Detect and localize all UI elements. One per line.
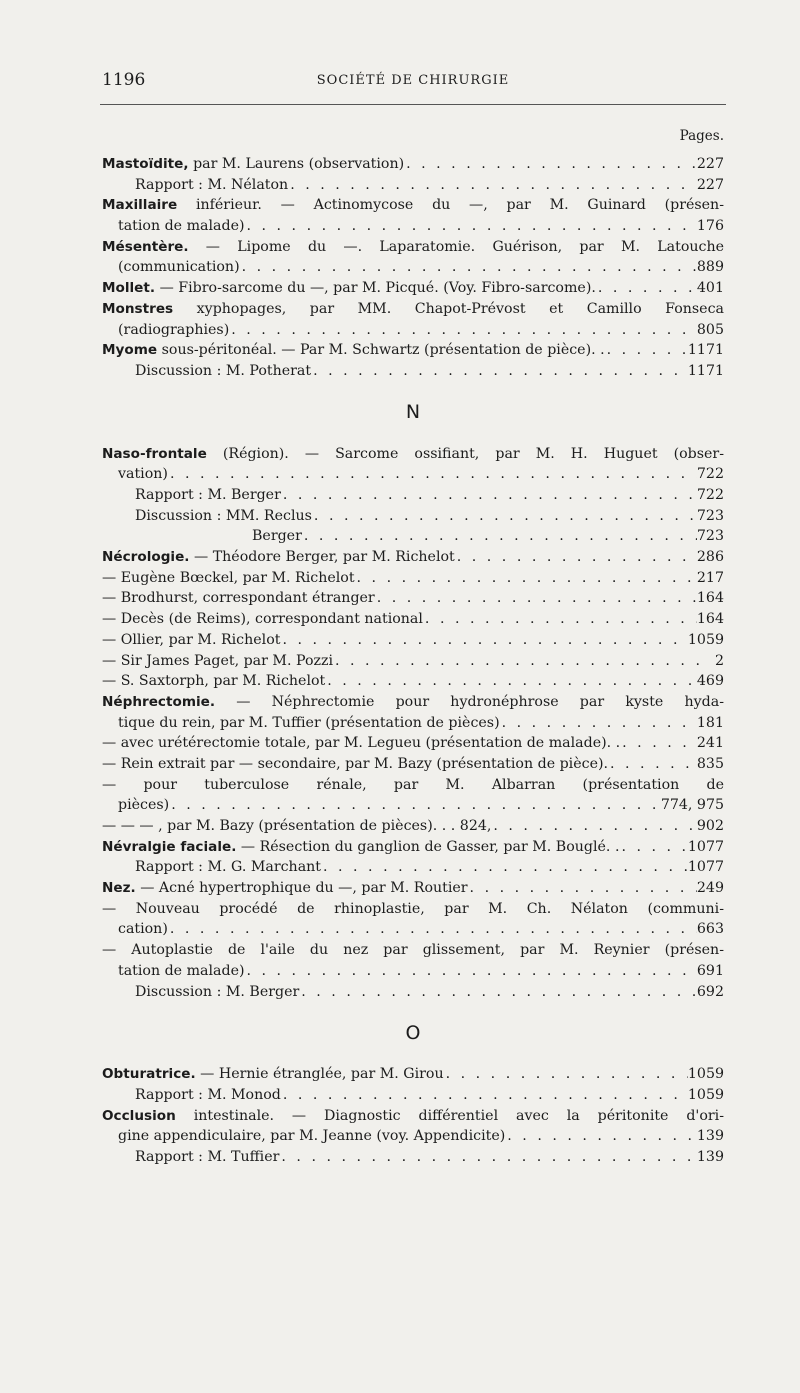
entry-text bbox=[102, 340, 605, 361]
index-line bbox=[102, 878, 724, 899]
index-line bbox=[102, 837, 724, 858]
entry-description: sous-péritonéal. — Par M. Schwartz (présentation de pièce). . bbox=[157, 342, 605, 359]
index-line bbox=[102, 485, 724, 506]
entry-text bbox=[135, 361, 311, 382]
entry-keyword: Mésentère. bbox=[102, 238, 189, 255]
page-reference: 902 bbox=[696, 818, 724, 834]
index-line bbox=[102, 630, 724, 651]
page-reference: 401 bbox=[696, 280, 724, 297]
entry-description: Rapport : M. Berger bbox=[135, 487, 281, 503]
index-line bbox=[102, 506, 724, 527]
dot-leader bbox=[299, 982, 697, 1003]
entry-text bbox=[102, 694, 724, 710]
index-line bbox=[102, 1147, 724, 1168]
entry-text bbox=[102, 609, 423, 630]
entry-description: — avec urétérectomie totale, par M. Legueu (présentation de malade). . bbox=[102, 735, 621, 752]
page-reference: 164 bbox=[696, 590, 724, 607]
entry-description: — Eugène Bœckel, par M. Richelot bbox=[102, 569, 355, 586]
index-line bbox=[102, 237, 724, 258]
dot-leader bbox=[245, 216, 697, 237]
index-line bbox=[102, 278, 724, 299]
entry-keyword: Monstres bbox=[102, 300, 174, 317]
dot-leader bbox=[404, 154, 697, 175]
dot-leader bbox=[321, 857, 688, 878]
entry-text bbox=[135, 485, 281, 506]
entry-description: — Rein extrait par — secondaire, par M. Bazy (présentation de pièce). bbox=[102, 755, 609, 772]
entry-description: — Nouveau procédé de rhinoplastie, par M. Ch. Nélaton (communi- bbox=[102, 900, 724, 917]
page-reference: 722 bbox=[696, 466, 724, 483]
entry-text bbox=[102, 942, 724, 958]
entry-text bbox=[102, 901, 724, 917]
entry-description: par M. Laurens (observation) bbox=[188, 156, 405, 172]
entry-description: — Hernie étranglée, par M. Girou bbox=[195, 1066, 444, 1083]
entry-text bbox=[118, 320, 229, 341]
entry-description: — pour tuberculose rénale, par M. Albarran (présentation de bbox=[102, 776, 724, 793]
entry-text bbox=[102, 754, 608, 775]
index-line bbox=[102, 547, 724, 568]
index-line bbox=[102, 733, 724, 754]
dot-leader bbox=[288, 175, 697, 196]
entry-text bbox=[102, 197, 724, 213]
dot-leader bbox=[375, 588, 697, 609]
header-rule bbox=[100, 104, 726, 105]
index-line bbox=[102, 526, 724, 547]
index-line bbox=[102, 775, 724, 796]
section-letter: O bbox=[405, 1021, 421, 1044]
entry-text bbox=[135, 1147, 279, 1168]
entry-text bbox=[252, 526, 302, 547]
entry-text bbox=[118, 795, 169, 816]
index-line bbox=[102, 795, 724, 816]
entry-description: tique du rein, par M. Tuffier (présentation de pièces) bbox=[118, 714, 500, 731]
page-reference: 181 bbox=[696, 714, 724, 731]
index-line bbox=[102, 609, 724, 630]
entry-description: inférieur. — Actinomycose du —, par M. Guinard (présen- bbox=[177, 197, 724, 214]
entry-text bbox=[102, 1064, 444, 1085]
page-reference: 723 bbox=[696, 507, 724, 524]
index-line bbox=[102, 651, 724, 672]
dot-leader bbox=[423, 609, 697, 630]
dot-leader bbox=[444, 1064, 688, 1085]
page-reference: 139 bbox=[696, 1128, 724, 1145]
page-reference: 835 bbox=[696, 755, 724, 772]
index-line bbox=[102, 713, 724, 734]
dot-leader bbox=[302, 526, 697, 547]
index-line bbox=[102, 299, 724, 320]
dot-leader bbox=[491, 816, 697, 837]
entry-text bbox=[102, 154, 404, 175]
entry-text bbox=[118, 257, 240, 278]
dot-leader bbox=[169, 795, 661, 816]
entry-description: — Résection du ganglion de Gasser, par M. Bouglé. . bbox=[236, 838, 620, 855]
running-header bbox=[102, 70, 724, 96]
entry-description: (Région). — Sarcome ossifiant, par M. H. Huguet (obser- bbox=[206, 445, 724, 462]
index-line bbox=[102, 154, 724, 175]
dot-leader bbox=[505, 1126, 697, 1147]
index-line bbox=[102, 175, 724, 196]
dot-leader bbox=[619, 837, 687, 858]
entry-text bbox=[102, 671, 325, 692]
entry-description: intestinale. — Diagnostic différentiel avec la péritonite d'ori- bbox=[175, 1107, 724, 1124]
entry-description: Discussion : M. Berger bbox=[135, 983, 300, 1000]
page-reference: 227 bbox=[696, 156, 724, 172]
dot-leader bbox=[281, 1085, 688, 1106]
page-reference: 722 bbox=[696, 487, 724, 503]
index-line bbox=[102, 464, 724, 485]
entry-description: — Acné hypertrophique du —, par M. Routier bbox=[135, 880, 468, 897]
page-reference: 1171 bbox=[687, 362, 724, 379]
entry-description: — Théodore Berger, par M. Richelot bbox=[189, 549, 455, 566]
entry-keyword: Occlusion bbox=[102, 1107, 176, 1124]
page-reference: 286 bbox=[696, 549, 724, 566]
entry-keyword: Myome bbox=[102, 342, 158, 359]
entry-text bbox=[118, 919, 168, 940]
entry-text bbox=[102, 1108, 724, 1124]
dot-leader bbox=[168, 919, 697, 940]
index-line bbox=[102, 361, 724, 382]
entry-description: xyphopages, par MM. Chapot-Prévost et Camillo Fonseca bbox=[173, 300, 724, 317]
page-reference: 2 bbox=[714, 652, 724, 669]
entry-keyword: Névralgie faciale. bbox=[102, 838, 237, 855]
dot-leader bbox=[455, 547, 697, 568]
page-reference: 805 bbox=[696, 321, 724, 338]
index-line bbox=[102, 1085, 724, 1106]
page-reference: 469 bbox=[696, 673, 724, 690]
entry-keyword: Naso-frontale bbox=[102, 445, 207, 462]
dot-leader bbox=[596, 278, 697, 299]
dot-leader bbox=[229, 320, 697, 341]
dot-leader bbox=[325, 671, 697, 692]
index-page bbox=[102, 70, 724, 1165]
running-title: SOCIÉTÉ DE CHIRURGIE bbox=[316, 73, 510, 88]
index-line bbox=[102, 1126, 724, 1147]
page-reference: 139 bbox=[696, 1149, 724, 1165]
page-reference: 889 bbox=[696, 259, 724, 276]
index-line bbox=[102, 961, 724, 982]
entry-keyword: Nez. bbox=[102, 880, 136, 897]
entry-description: — Sir James Paget, par M. Pozzi bbox=[102, 652, 333, 669]
entry-description: — Fibro-sarcome du —, par M. Picqué. (Voy. Fibro-sarcome). bbox=[155, 280, 596, 297]
page-reference: 217 bbox=[696, 569, 724, 586]
entry-description: (radiographies) bbox=[118, 321, 230, 338]
section-gap bbox=[102, 423, 724, 444]
page-reference: 691 bbox=[696, 962, 724, 979]
entry-description: — — — , par M. Bazy (présentation de pièces). . . 824, bbox=[102, 818, 492, 834]
entry-text bbox=[118, 464, 168, 485]
index-line bbox=[102, 588, 724, 609]
entry-description: — Ollier, par M. Richelot bbox=[102, 631, 281, 648]
entry-text bbox=[102, 446, 724, 462]
entry-text bbox=[102, 630, 280, 651]
dot-leader bbox=[280, 630, 687, 651]
page-reference: 723 bbox=[696, 528, 724, 545]
entry-description: Discussion : M. Potherat bbox=[135, 362, 312, 379]
entry-description: — S. Saxtorph, par M. Richelot bbox=[102, 673, 326, 690]
entry-description: gine appendiculaire, par M. Jeanne (voy. Appendicite) bbox=[118, 1128, 506, 1145]
page-reference: 1059 bbox=[687, 631, 724, 648]
entry-text bbox=[135, 1085, 281, 1106]
index-line bbox=[102, 982, 724, 1003]
entry-description: Rapport : M. Monod bbox=[135, 1086, 281, 1103]
section-gap bbox=[102, 1044, 724, 1065]
entry-text bbox=[135, 175, 288, 196]
entry-text bbox=[118, 961, 245, 982]
entry-text bbox=[102, 878, 468, 899]
index-line bbox=[102, 671, 724, 692]
page-number: 1196 bbox=[102, 70, 146, 90]
page-reference: 249 bbox=[696, 880, 724, 897]
entry-description: — Lipome du —. Laparatomie. Guérison, par M. Latouche bbox=[188, 238, 724, 255]
entry-text bbox=[102, 588, 375, 609]
page-reference: 774, 975 bbox=[660, 797, 724, 814]
entry-text bbox=[102, 816, 491, 837]
dot-leader bbox=[468, 878, 697, 899]
entry-keyword: Mastoïdite, bbox=[102, 156, 189, 172]
entry-description: tation de malade) bbox=[118, 962, 245, 979]
entry-keyword: Nécrologie. bbox=[102, 549, 190, 566]
dot-leader bbox=[311, 361, 688, 382]
page-reference: 241 bbox=[696, 735, 724, 752]
entry-text bbox=[135, 506, 312, 527]
page-reference: 1059 bbox=[687, 1086, 724, 1103]
entry-description: vation) bbox=[118, 466, 168, 483]
index-line bbox=[102, 340, 724, 361]
index-line bbox=[102, 1106, 724, 1127]
entry-description: cation) bbox=[118, 921, 168, 938]
dot-leader bbox=[605, 340, 688, 361]
index-line bbox=[102, 195, 724, 216]
entry-description: — Decès (de Reims), correspondant national bbox=[102, 611, 423, 628]
page-reference: 1059 bbox=[687, 1066, 724, 1083]
entry-text bbox=[135, 982, 299, 1003]
entry-description: — Brodhurst, correspondant étranger bbox=[102, 590, 375, 607]
dot-leader bbox=[355, 568, 697, 589]
dot-leader bbox=[312, 506, 697, 527]
entry-keyword: Maxillaire bbox=[102, 197, 178, 214]
dot-leader bbox=[333, 651, 700, 672]
section-gap bbox=[102, 382, 724, 403]
index-line bbox=[102, 568, 724, 589]
index-line bbox=[102, 816, 724, 837]
entry-description: (communication) bbox=[118, 259, 240, 276]
dot-leader bbox=[245, 961, 697, 982]
entry-text bbox=[102, 651, 333, 672]
index-entries bbox=[102, 154, 724, 1168]
entry-text bbox=[118, 216, 245, 237]
index-line bbox=[102, 444, 724, 465]
page-reference: 227 bbox=[696, 176, 724, 193]
dot-leader bbox=[608, 754, 697, 775]
entry-description: Rapport : M. Tuffier bbox=[135, 1149, 280, 1165]
page-reference: 176 bbox=[696, 218, 724, 235]
entry-keyword: Mollet. bbox=[102, 280, 156, 297]
entry-description: pièces) bbox=[118, 797, 170, 814]
dot-leader bbox=[500, 713, 697, 734]
index-line bbox=[102, 692, 724, 713]
page-reference: 1077 bbox=[687, 838, 724, 855]
index-line bbox=[102, 940, 724, 961]
entry-description: — Néphrectomie pour hydronéphrose par kyste hyda- bbox=[215, 693, 724, 710]
entry-description: tation de malade) bbox=[118, 218, 245, 235]
page-reference: 692 bbox=[696, 983, 724, 1000]
entry-text bbox=[102, 568, 355, 589]
dot-leader bbox=[240, 257, 697, 278]
index-line bbox=[102, 899, 724, 920]
entry-text bbox=[102, 278, 596, 299]
entry-text bbox=[102, 239, 724, 255]
index-line bbox=[102, 919, 724, 940]
pages-column-label: Pages. bbox=[679, 128, 724, 144]
index-line bbox=[102, 754, 724, 775]
index-line bbox=[102, 257, 724, 278]
entry-text bbox=[102, 837, 619, 858]
page-reference: 1171 bbox=[687, 342, 724, 359]
entry-text bbox=[118, 713, 500, 734]
index-line bbox=[102, 857, 724, 878]
page-reference: 1077 bbox=[687, 859, 724, 876]
entry-text bbox=[118, 1126, 505, 1147]
entry-description: Rapport : M. G. Marchant bbox=[135, 859, 321, 876]
dot-leader bbox=[620, 733, 697, 754]
entry-description: — Autoplastie de l'aile du nez par glissement, par M. Reynier (présen- bbox=[102, 942, 724, 959]
dot-leader bbox=[281, 485, 697, 506]
entry-text bbox=[102, 733, 620, 754]
entry-text bbox=[102, 547, 455, 568]
dot-leader bbox=[279, 1147, 697, 1168]
entry-keyword: Obturatrice. bbox=[102, 1066, 196, 1083]
page-reference: 663 bbox=[696, 921, 724, 938]
section-letter: N bbox=[405, 401, 421, 424]
entry-description: Rapport : M. Nélaton bbox=[135, 176, 289, 193]
entry-description: Berger bbox=[252, 528, 302, 545]
index-line bbox=[102, 1064, 724, 1085]
entry-text bbox=[102, 777, 724, 793]
entry-keyword: Néphrectomie. bbox=[102, 693, 216, 710]
index-line bbox=[102, 216, 724, 237]
section-gap bbox=[102, 1002, 724, 1023]
dot-leader bbox=[168, 464, 697, 485]
entry-description: Discussion : MM. Reclus bbox=[135, 507, 312, 524]
entry-text bbox=[102, 301, 724, 317]
index-line bbox=[102, 320, 724, 341]
entry-text bbox=[135, 857, 321, 878]
page-reference: 164 bbox=[696, 611, 724, 628]
